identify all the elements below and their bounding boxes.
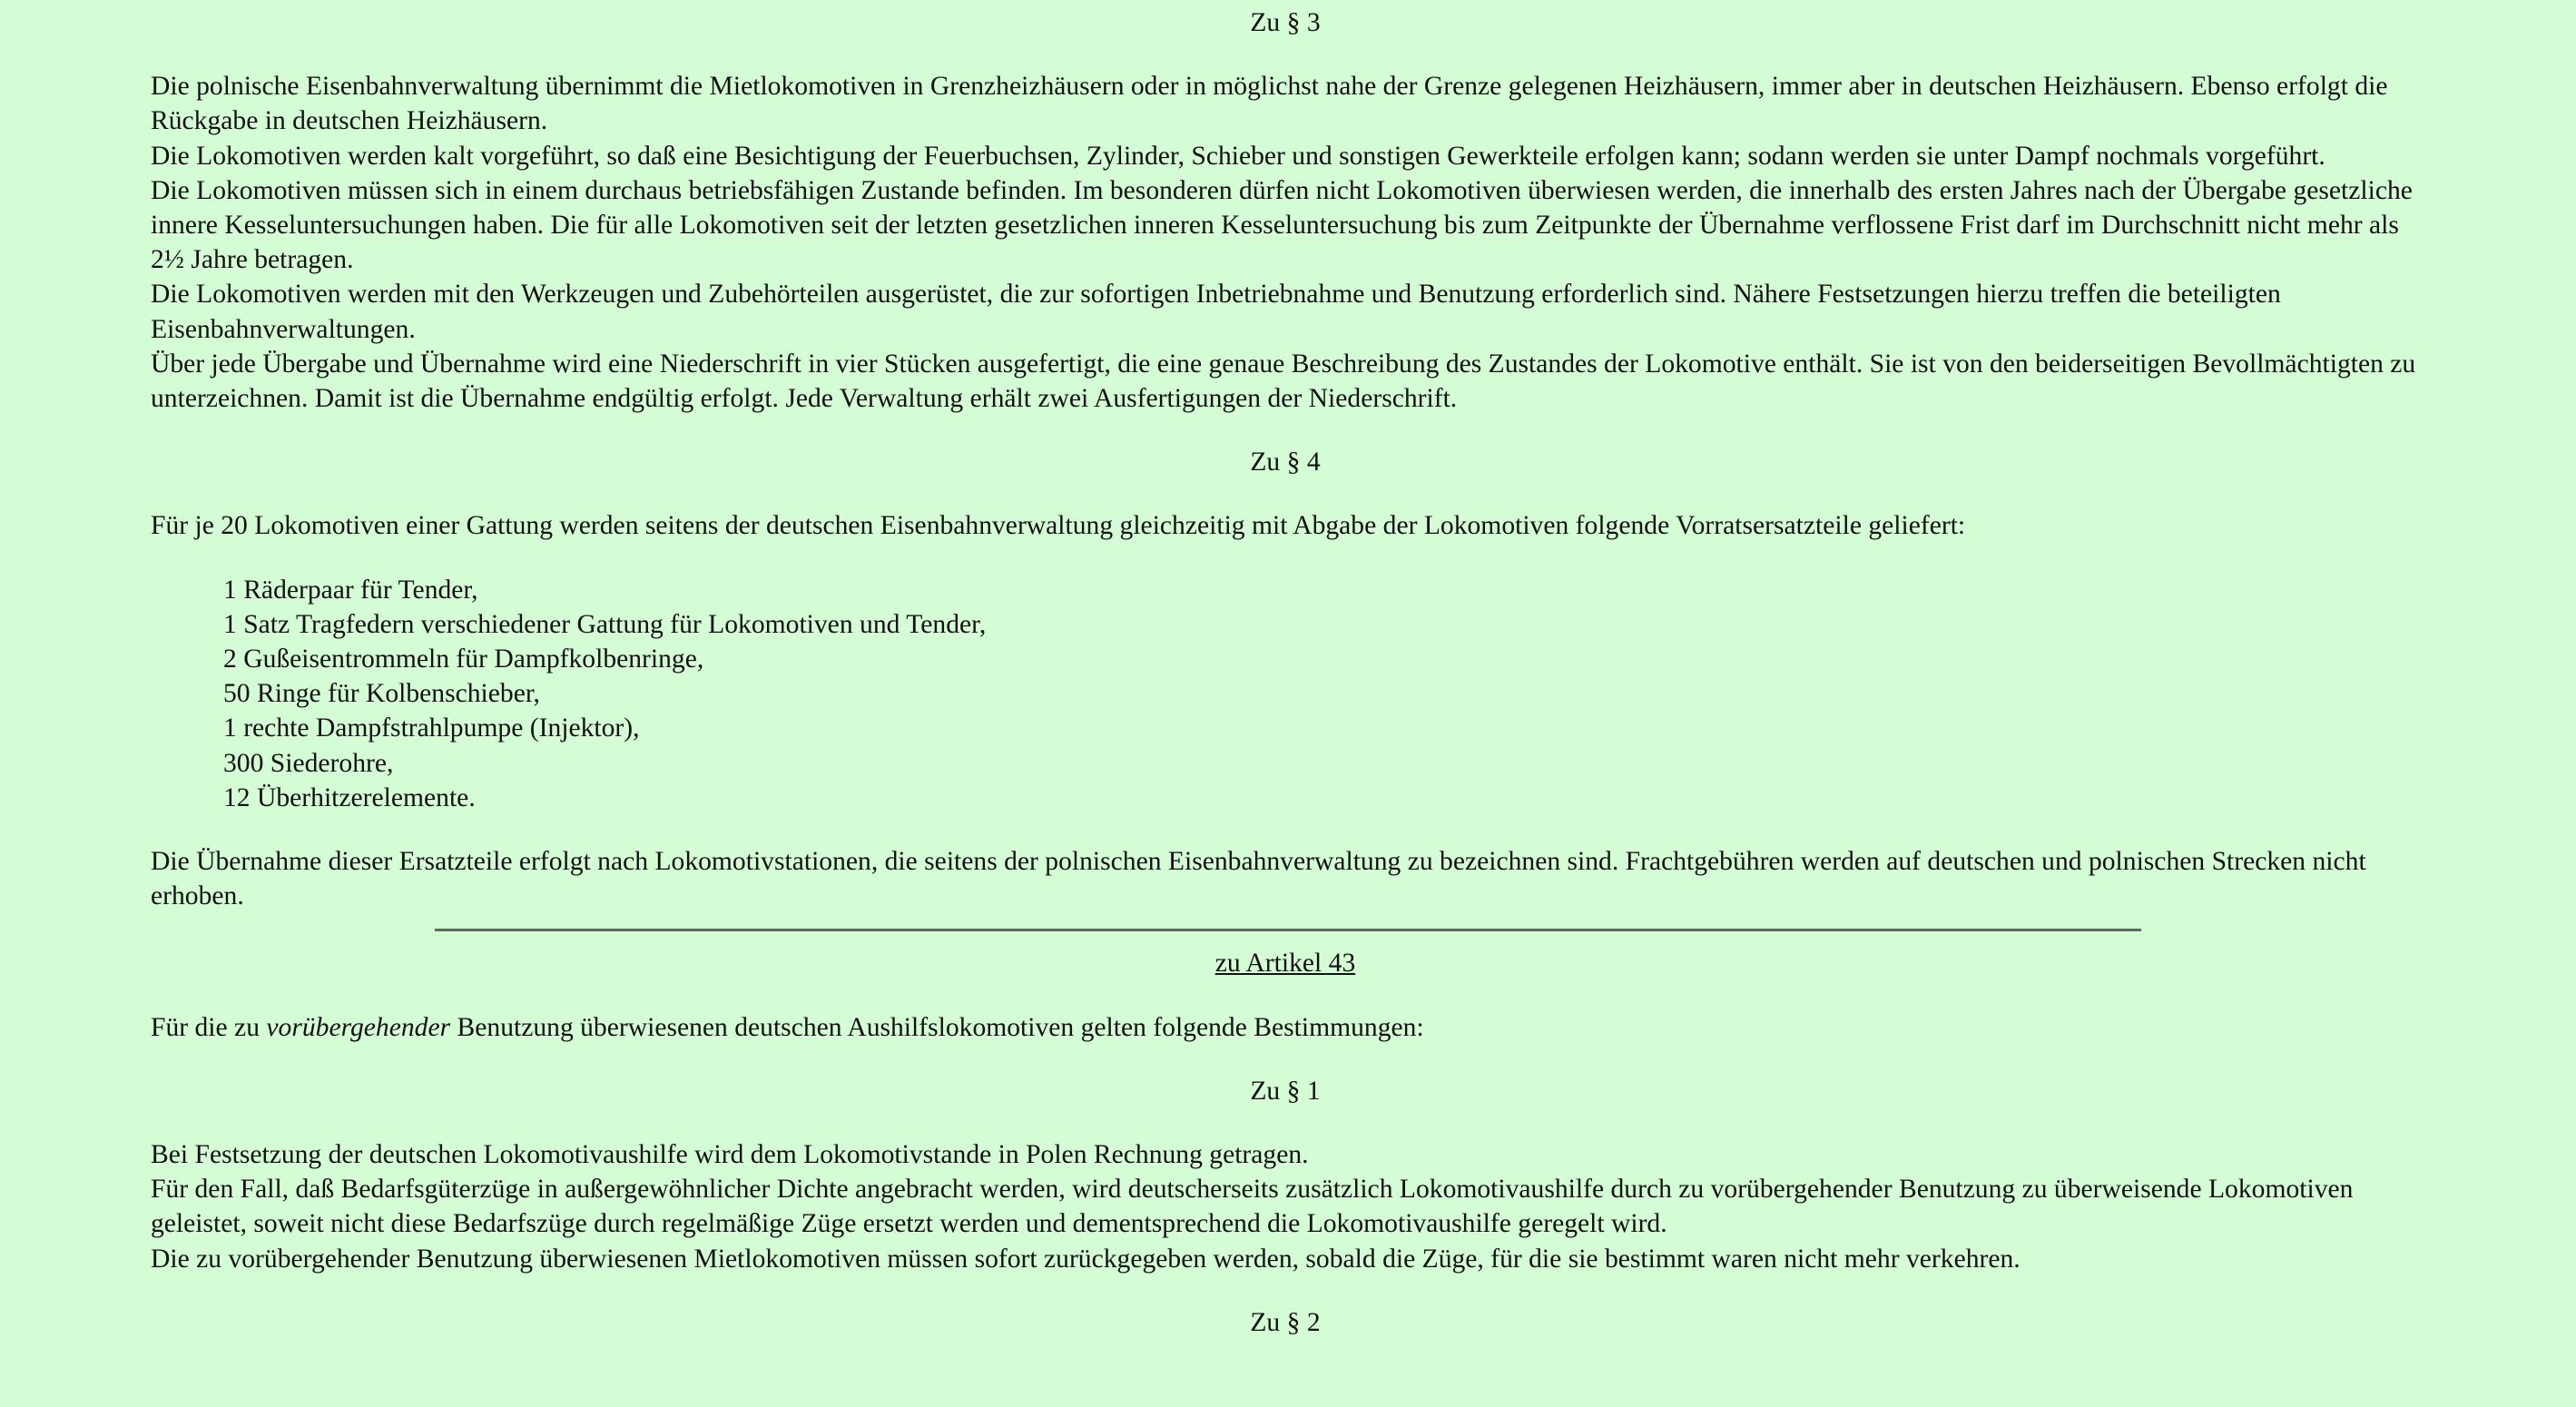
intro-text: Benutzung überwiesenen deutschen Aushilfslokomotiven gelten folgende Bestimmungen: [450,1012,1424,1042]
section-heading-s3: Zu § 3 [1250,8,1321,37]
paragraph: Die polnische Eisenbahnverwaltung übernimmt die Mietlokomotiven in Grenzheizhäusern oder in möglichst nahe der Grenze gelegenen Heizhäusern, immer aber in deutschen Heizhäusern. Ebenso erfolgt die Rückgabe in deutschen Heizhäusern. [151,72,2388,136]
section-s3-text [151,69,2420,416]
emphasis-text: vorübergehender [266,1012,451,1042]
paragraph: Die Lokomotiven werden mit den Werkzeugen und Zubehörteilen ausgerüstet, die zur sofortigen Inbetriebnahme und Benutzung erforderlich sind. Nähere Festsetzungen hierzu treffen die beteiligten Eisenbahnverwaltungen. [151,280,2281,344]
section-heading-s2: Zu § 2 [1250,1307,1321,1337]
list-item: 50 Ringe für Kolbenschieber, [223,679,540,709]
list-item: 300 Siederohre, [223,748,394,778]
paragraph: Über jede Übergabe und Übernahme wird eine Niederschrift in vier Stücken ausgefertigt, die eine genaue Beschreibung des Zustandes der Lokomotive enthält. Sie ist von den beiderseitigen Bevollmächtigten zu unterzeichnen. Damit ist die Übernahme endgültig erfolgt. Jede Verwaltung erhält zwei Ausfertigungen der Niederschrift. [151,349,2416,414]
paragraph: Für je 20 Lokomotiven einer Gattung werden seitens der deutschen Eisenbahnverwaltung gleichzeitig mit Abgabe der Lokomotiven folgende Vorratsersatzteile geliefert: [151,511,1966,541]
paragraph: Die zu vorübergehender Benutzung überwiesenen Mietlokomotiven müssen sofort zurückgegeben werden, sobald die Züge, für die sie bestimmt waren nicht mehr verkehren. [151,1244,2020,1274]
list-item: 1 Satz Tragfedern verschiedener Gattung für Lokomotiven und Tender, [223,609,987,639]
list-item: 2 Gußeisentrommeln für Dampfkolbenringe, [223,644,704,674]
article-title: zu Artikel 43 [1214,949,1356,979]
paragraph: Die Lokomotiven müssen sich in einem durchaus betriebsfähigen Zustande befinden. Im besonderen dürfen nicht Lokomotiven überwiesen werden, die innerhalb des ersten Jahres nach der Übergabe gesetzliche innere Kesseluntersuchungen haben. Die für alle Lokomotiven seit der letzten gesetzlichen inneren Kesseluntersuchung bis zum Zeitpunkte der Übernahme verflossene Frist darf im Durchschnitt nicht mehr als 2½ Jahre betragen. [151,175,2413,275]
paragraph: Die Lokomotiven werden kalt vorgeführt, so daß eine Besichtigung der Feuerbuchsen, Zylinder, Schieber und sonstigen Gewerkteile erfolgen kann; sodann werden sie unter Dampf nochmals vorgeführt. [151,141,2325,171]
paragraph: Für den Fall, daß Bedarfsgüterzüge in außergewöhnlicher Dichte angebracht werden, wird deutscherseits zusätzlich Lokomotivaushilfe durch zu vorübergehender Benutzung zu überweisende Lokomotiven geleistet, soweit nicht diese Bedarfszüge durch regelmäßige Züge ersetzt werden und dementsprechend die Lokomotivaushilfe geregelt wird. [151,1175,2354,1239]
intro-text: Für die zu [151,1012,267,1042]
paragraph [151,1010,2420,1045]
section-heading-s1: Zu § 1 [1250,1076,1321,1106]
document-body [151,5,2420,1340]
spare-parts-list [151,573,2420,815]
section-s1-text [151,1137,2420,1276]
divider [435,929,2141,931]
article-heading [151,946,2420,980]
list-item: 1 Räderpaar für Tender, [223,575,478,605]
section-heading-s4: Zu § 4 [1250,448,1321,477]
list-item: 1 rechte Dampfstrahlpumpe (Injektor), [223,713,640,743]
paragraph: Die Übernahme dieser Ersatzteile erfolgt nach Lokomotivstationen, die seitens der polnischen Eisenbahnverwaltung zu bezeichnen sind. Frachtgebühren werden auf deutschen und polnischen Strecken nicht erhoben. [151,847,2366,911]
list-item: 12 Überhitzerelemente. [223,782,476,812]
paragraph: Bei Festsetzung der deutschen Lokomotivaushilfe wird dem Lokomotivstande in Polen Rechnung getragen. [151,1140,1309,1170]
